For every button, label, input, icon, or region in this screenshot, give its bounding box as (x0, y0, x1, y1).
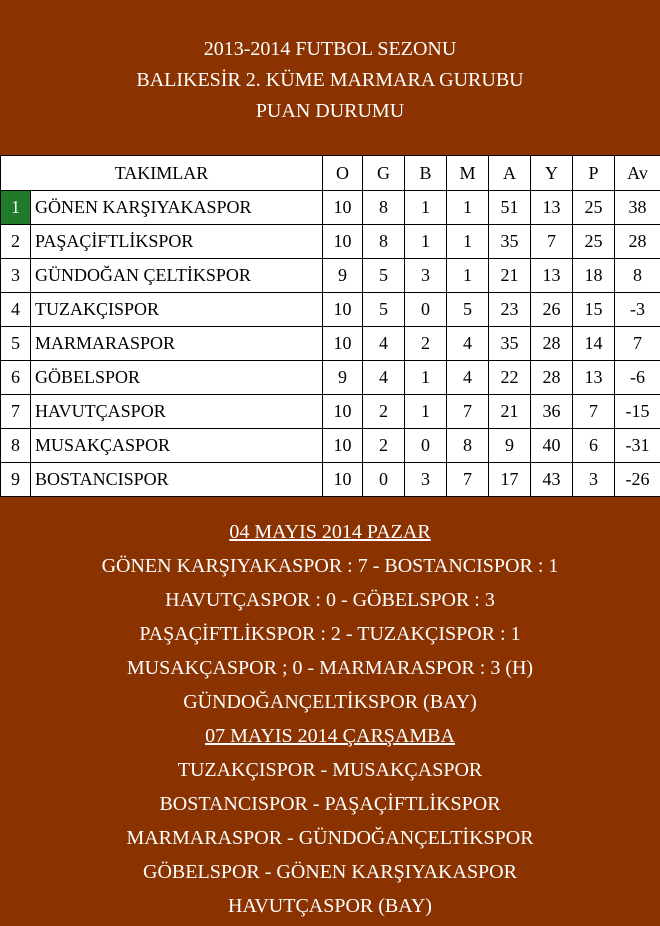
stat-cell: 3 (405, 463, 447, 497)
stat-cell: -31 (615, 429, 660, 463)
team-name-cell: TUZAKÇISPOR (31, 293, 323, 327)
table-row (1, 259, 660, 293)
stat-cell: 8 (447, 429, 489, 463)
table-row (1, 361, 660, 395)
stat-cell: 25 (573, 191, 615, 225)
stat-cell: 10 (323, 463, 363, 497)
stat-cell: 8 (363, 191, 405, 225)
stat-cell: 10 (323, 395, 363, 429)
team-name-cell: GÖBELSPOR (31, 361, 323, 395)
fixtures-section (0, 497, 660, 923)
stat-cell: 17 (489, 463, 531, 497)
stat-cell: 4 (447, 327, 489, 361)
match-date-heading: 07 MAYIS 2014 ÇARŞAMBA (205, 725, 455, 747)
stat-cell: 0 (405, 429, 447, 463)
table-row (1, 225, 660, 259)
stat-cell: 43 (531, 463, 573, 497)
team-name-cell: MARMARASPOR (31, 327, 323, 361)
season-title: 2013-2014 FUTBOL SEZONU (203, 38, 457, 60)
stat-cell: 5 (363, 259, 405, 293)
stat-cell: 0 (363, 463, 405, 497)
team-name-cell: MUSAKÇASPOR (31, 429, 323, 463)
stat-cell: 13 (573, 361, 615, 395)
column-header-played: O (323, 156, 363, 191)
rank-cell: 4 (1, 293, 31, 327)
rank-cell: 1 (1, 191, 31, 225)
header (0, 0, 660, 155)
standings-title: PUAN DURUMU (255, 100, 405, 122)
stat-cell: 1 (405, 225, 447, 259)
stat-cell: 35 (489, 327, 531, 361)
team-name-cell: PAŞAÇİFTLİKSPOR (31, 225, 323, 259)
stat-cell: 1 (405, 395, 447, 429)
table-row (1, 395, 660, 429)
stat-cell: 1 (405, 361, 447, 395)
column-header-won: G (363, 156, 405, 191)
stat-cell: 8 (363, 225, 405, 259)
stat-cell: 18 (573, 259, 615, 293)
stat-cell: 28 (615, 225, 660, 259)
stat-cell: 1 (447, 259, 489, 293)
stat-cell: 15 (573, 293, 615, 327)
stat-cell: -3 (615, 293, 660, 327)
team-column-header: TAKIMLAR (1, 156, 323, 191)
table-row (1, 463, 660, 497)
column-header-goals-for: A (489, 156, 531, 191)
match-result: GÖNEN KARŞIYAKASPOR : 7 - BOSTANCISPOR : 1 (101, 555, 559, 577)
stat-cell: 38 (615, 191, 660, 225)
match-date-heading: 04 MAYIS 2014 PAZAR (229, 521, 431, 543)
stat-cell: 7 (447, 463, 489, 497)
stat-cell: 5 (447, 293, 489, 327)
bye-team: HAVUTÇASPOR (BAY) (228, 895, 432, 917)
stat-cell: 13 (531, 259, 573, 293)
table-row (1, 429, 660, 463)
stat-cell: 10 (323, 327, 363, 361)
team-name-cell: HAVUTÇASPOR (31, 395, 323, 429)
match-result: PAŞAÇİFTLİKSPOR : 2 - TUZAKÇISPOR : 1 (139, 623, 521, 645)
stat-cell: -26 (615, 463, 660, 497)
stat-cell: 1 (447, 191, 489, 225)
stat-cell: 3 (573, 463, 615, 497)
header-row (1, 156, 660, 191)
stat-cell: 7 (531, 225, 573, 259)
stat-cell: 5 (363, 293, 405, 327)
stat-cell: 8 (615, 259, 660, 293)
stat-cell: 4 (447, 361, 489, 395)
match-result: HAVUTÇASPOR : 0 - GÖBELSPOR : 3 (165, 589, 495, 611)
stat-cell: 3 (405, 259, 447, 293)
bye-team: GÜNDOĞANÇELTİKSPOR (BAY) (183, 691, 477, 713)
stat-cell: 10 (323, 225, 363, 259)
stat-cell: 1 (447, 225, 489, 259)
stat-cell: 36 (531, 395, 573, 429)
table-row (1, 293, 660, 327)
stat-cell: 23 (489, 293, 531, 327)
rank-cell: 5 (1, 327, 31, 361)
stat-cell: 26 (531, 293, 573, 327)
stat-cell: -6 (615, 361, 660, 395)
stat-cell: 51 (489, 191, 531, 225)
upcoming-match: TUZAKÇISPOR - MUSAKÇASPOR (177, 759, 483, 781)
rank-cell: 2 (1, 225, 31, 259)
team-name-cell: BOSTANCISPOR (31, 463, 323, 497)
rank-cell: 9 (1, 463, 31, 497)
stat-cell: 14 (573, 327, 615, 361)
stat-cell: 1 (405, 191, 447, 225)
stat-cell: 35 (489, 225, 531, 259)
upcoming-match: BOSTANCISPOR - PAŞAÇİFTLİKSPOR (159, 793, 501, 815)
rank-cell: 8 (1, 429, 31, 463)
stat-cell: 2 (363, 429, 405, 463)
rank-cell: 6 (1, 361, 31, 395)
column-header-average: Av (615, 156, 660, 191)
standings-table (0, 155, 660, 497)
league-title: BALIKESİR 2. KÜME MARMARA GURUBU (136, 69, 524, 91)
stat-cell: 10 (323, 429, 363, 463)
stat-cell: 28 (531, 327, 573, 361)
stat-cell: 28 (531, 361, 573, 395)
table-row (1, 191, 660, 225)
stat-cell: 13 (531, 191, 573, 225)
stat-cell: 10 (323, 191, 363, 225)
rank-cell: 7 (1, 395, 31, 429)
column-header-goals-against: Y (531, 156, 573, 191)
stat-cell: 7 (573, 395, 615, 429)
team-name-cell: GÜNDOĞAN ÇELTİKSPOR (31, 259, 323, 293)
stat-cell: 9 (323, 259, 363, 293)
stat-cell: 4 (363, 327, 405, 361)
stat-cell: 2 (363, 395, 405, 429)
table-row (1, 327, 660, 361)
stat-cell: 21 (489, 259, 531, 293)
upcoming-match: MARMARASPOR - GÜNDOĞANÇELTİKSPOR (126, 827, 534, 849)
column-header-points: P (573, 156, 615, 191)
stat-cell: 7 (615, 327, 660, 361)
stat-cell: 10 (323, 293, 363, 327)
column-header-lost: M (447, 156, 489, 191)
stat-cell: 4 (363, 361, 405, 395)
match-result: MUSAKÇASPOR ; 0 - MARMARASPOR : 3 (H) (126, 657, 534, 679)
stat-cell: -15 (615, 395, 660, 429)
stat-cell: 2 (405, 327, 447, 361)
stat-cell: 40 (531, 429, 573, 463)
stat-cell: 7 (447, 395, 489, 429)
team-name-cell: GÖNEN KARŞIYAKASPOR (31, 191, 323, 225)
upcoming-match: GÖBELSPOR - GÖNEN KARŞIYAKASPOR (143, 861, 517, 883)
stat-cell: 0 (405, 293, 447, 327)
stat-cell: 25 (573, 225, 615, 259)
stat-cell: 9 (489, 429, 531, 463)
stat-cell: 21 (489, 395, 531, 429)
stat-cell: 9 (323, 361, 363, 395)
stat-cell: 6 (573, 429, 615, 463)
rank-cell: 3 (1, 259, 31, 293)
column-header-drawn: B (405, 156, 447, 191)
stat-cell: 22 (489, 361, 531, 395)
